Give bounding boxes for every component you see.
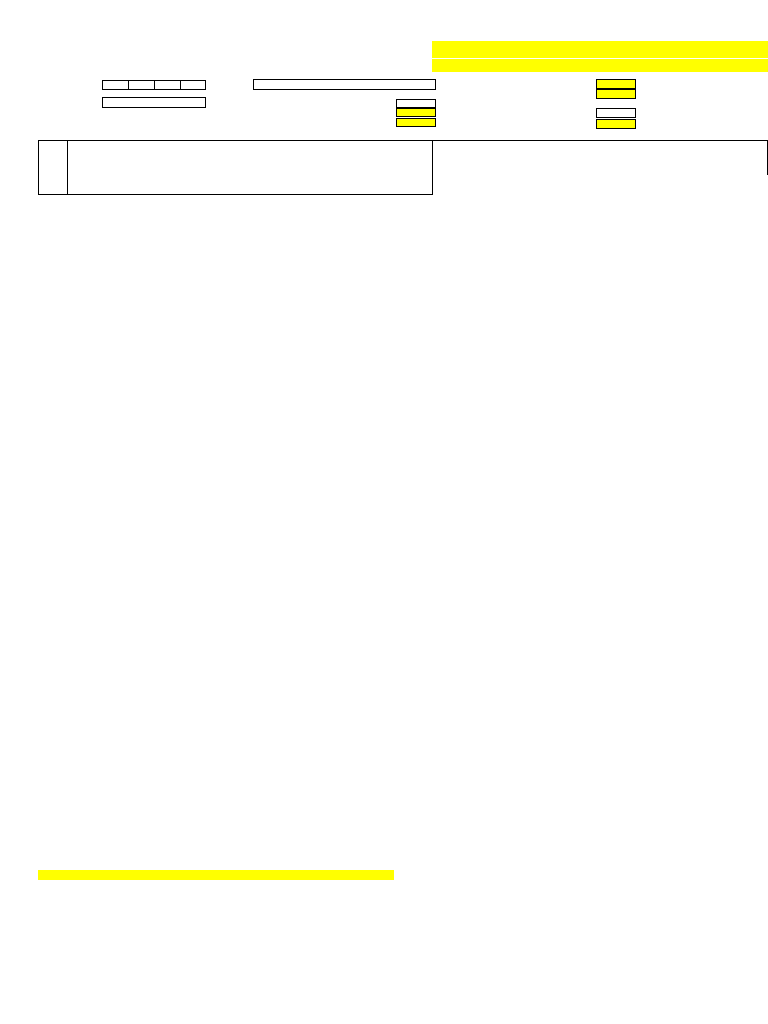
- div-header: [67, 141, 433, 195]
- tahun-field[interactable]: [253, 79, 436, 90]
- cakupan-field: [396, 118, 436, 127]
- puskesmas-field[interactable]: [102, 97, 206, 108]
- comment-banner: [432, 59, 768, 72]
- sasaran-field[interactable]: [396, 99, 436, 108]
- kode-box-4[interactable]: [180, 80, 206, 90]
- jumlah-header: [433, 141, 768, 175]
- target-field: [396, 108, 436, 117]
- kode-box-1[interactable]: [102, 80, 129, 90]
- yellow-note: [38, 870, 394, 880]
- jumlah-pasien-field: [596, 79, 636, 89]
- kode-box-3[interactable]: [154, 80, 181, 90]
- jumlah-kelurahan-field[interactable]: [596, 108, 636, 118]
- report-table-top: [38, 140, 768, 195]
- no-header: [39, 141, 68, 195]
- instruction-banner: [432, 41, 768, 58]
- kode-box-2[interactable]: [128, 80, 155, 90]
- pct-field: [596, 119, 636, 129]
- cakupan-askep-field: [596, 89, 636, 99]
